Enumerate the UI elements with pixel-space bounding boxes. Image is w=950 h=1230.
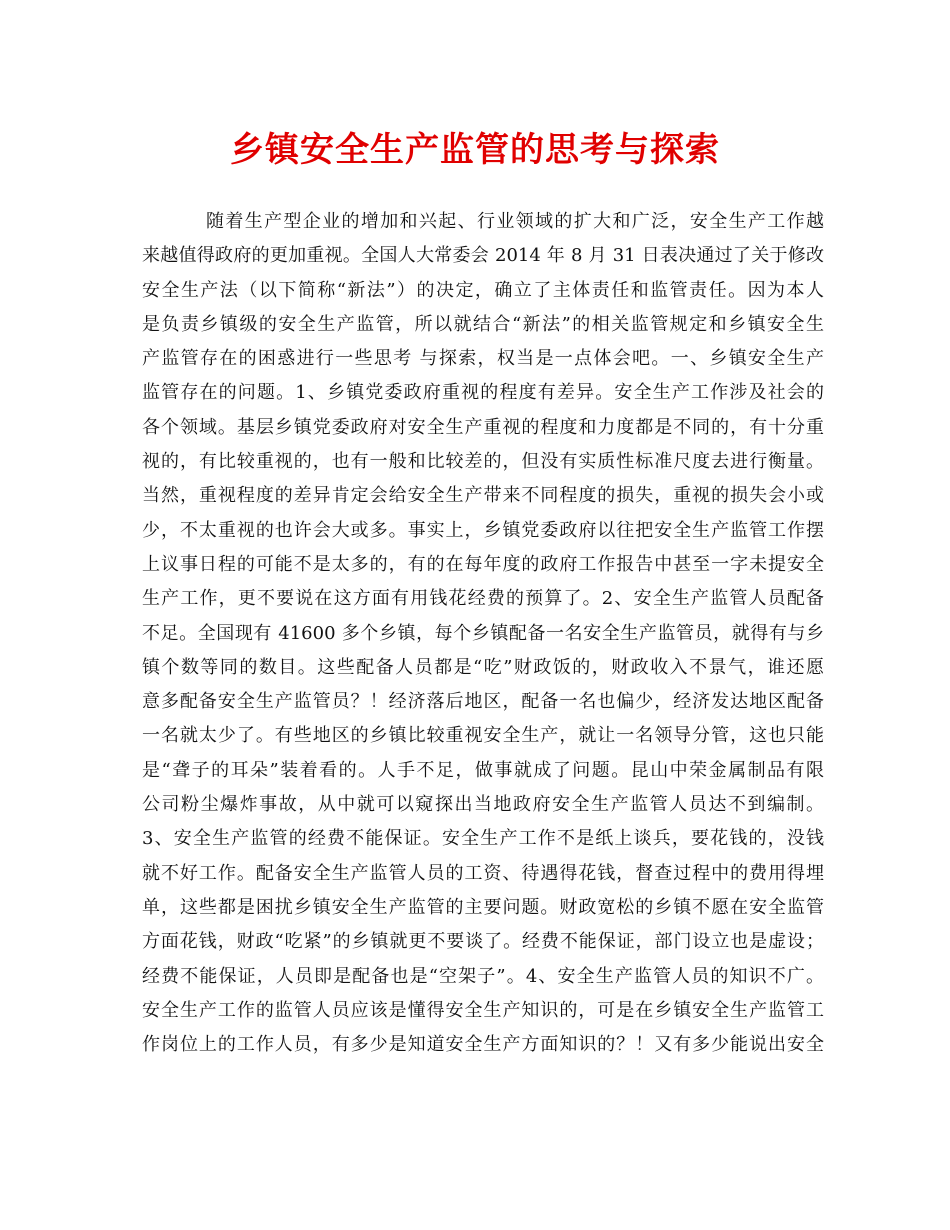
body-line: 镇个数等同的数目。这些配备人员都是“吃”财政饭的，财政收入不景气，谁还愿 bbox=[142, 656, 824, 678]
body-line: 当然，重视程度的差异肯定会给安全生产带来不同程度的损失，重视的损失会小或 bbox=[142, 485, 824, 507]
body-line: 上议事日程的可能不是太多的，有的在每年度的政府工作报告中甚至一字未提安全 bbox=[142, 553, 824, 575]
body-line: 经费不能保证，人员即是配备也是“空架子”。4、安全生产监管人员的知识不广。 bbox=[142, 965, 824, 987]
body-line: 来越值得政府的更加重视。全国人大常委会 2014 年 8 月 31 日表决通过了关于修改 bbox=[142, 245, 824, 267]
document-title: 乡镇安全生产监管的思考与探索 bbox=[230, 130, 720, 170]
body-line: 是负责乡镇级的安全生产监管，所以就结合“新法”的相关监管规定和乡镇安全生 bbox=[142, 313, 824, 335]
body-line: 作岗位上的工作人员，有多少是知道安全生产方面知识的？！又有多少能说出安全 bbox=[142, 1034, 824, 1056]
body-line: 视的，有比较重视的，也有一般和比较差的，但没有实质性标准尺度去进行衡量。 bbox=[142, 451, 824, 473]
body-line: 就不好工作。配备安全生产监管人员的工资、待遇得花钱，督查过程中的费用得埋 bbox=[142, 862, 824, 884]
body-line: 不足。全国现有 41600 多个乡镇，每个乡镇配备一名安全生产监管员，就得有与乡 bbox=[142, 622, 824, 644]
body-line: 监管存在的问题。1、乡镇党委政府重视的程度有差异。安全生产工作涉及社会的 bbox=[142, 382, 824, 404]
document-body bbox=[142, 205, 824, 1062]
body-line: 生产工作，更不要说在这方面有用钱花经费的预算了。2、安全生产监管人员配备 bbox=[142, 588, 824, 610]
body-line: 各个领域。基层乡镇党委政府对安全生产重视的程度和力度都是不同的，有十分重 bbox=[142, 416, 824, 438]
body-line: 安全生产法（以下简称“新法”）的决定，确立了主体责任和监管责任。因为本人 bbox=[142, 279, 824, 301]
body-line: 产监管存在的困惑进行一些思考 与探索，权当是一点体会吧。一、乡镇安全生产 bbox=[142, 348, 824, 370]
body-line: 方面花钱，财政“吃紧”的乡镇就更不要谈了。经费不能保证，部门设立也是虚设； bbox=[142, 931, 824, 953]
body-line: 是“聋子的耳朵”装着看的。人手不足，做事就成了问题。昆山中荣金属制品有限 bbox=[142, 759, 824, 781]
body-line: 单，这些都是困扰乡镇安全生产监管的主要问题。财政宽松的乡镇不愿在安全监管 bbox=[142, 896, 824, 918]
body-line: 少，不太重视的也许会大或多。事实上，乡镇党委政府以往把安全生产监管工作摆 bbox=[142, 519, 824, 541]
body-line: 3、安全生产监管的经费不能保证。安全生产工作不是纸上谈兵，要花钱的，没钱 bbox=[142, 828, 824, 850]
body-line: 随着生产型企业的增加和兴起、行业领域的扩大和广泛，安全生产工作越 bbox=[206, 211, 824, 232]
body-line: 意多配备安全生产监管员？！经济落后地区，配备一名也偏少，经济发达地区配备 bbox=[142, 691, 824, 713]
body-line: 一名就太少了。有些地区的乡镇比较重视安全生产，就让一名领导分管，这也只能 bbox=[142, 725, 824, 747]
body-line: 公司粉尘爆炸事故，从中就可以窥探出当地政府安全生产监管人员达不到编制。 bbox=[142, 794, 824, 816]
body-line: 安全生产工作的监管人员应该是懂得安全生产知识的，可是在乡镇安全生产监管工 bbox=[142, 999, 824, 1021]
